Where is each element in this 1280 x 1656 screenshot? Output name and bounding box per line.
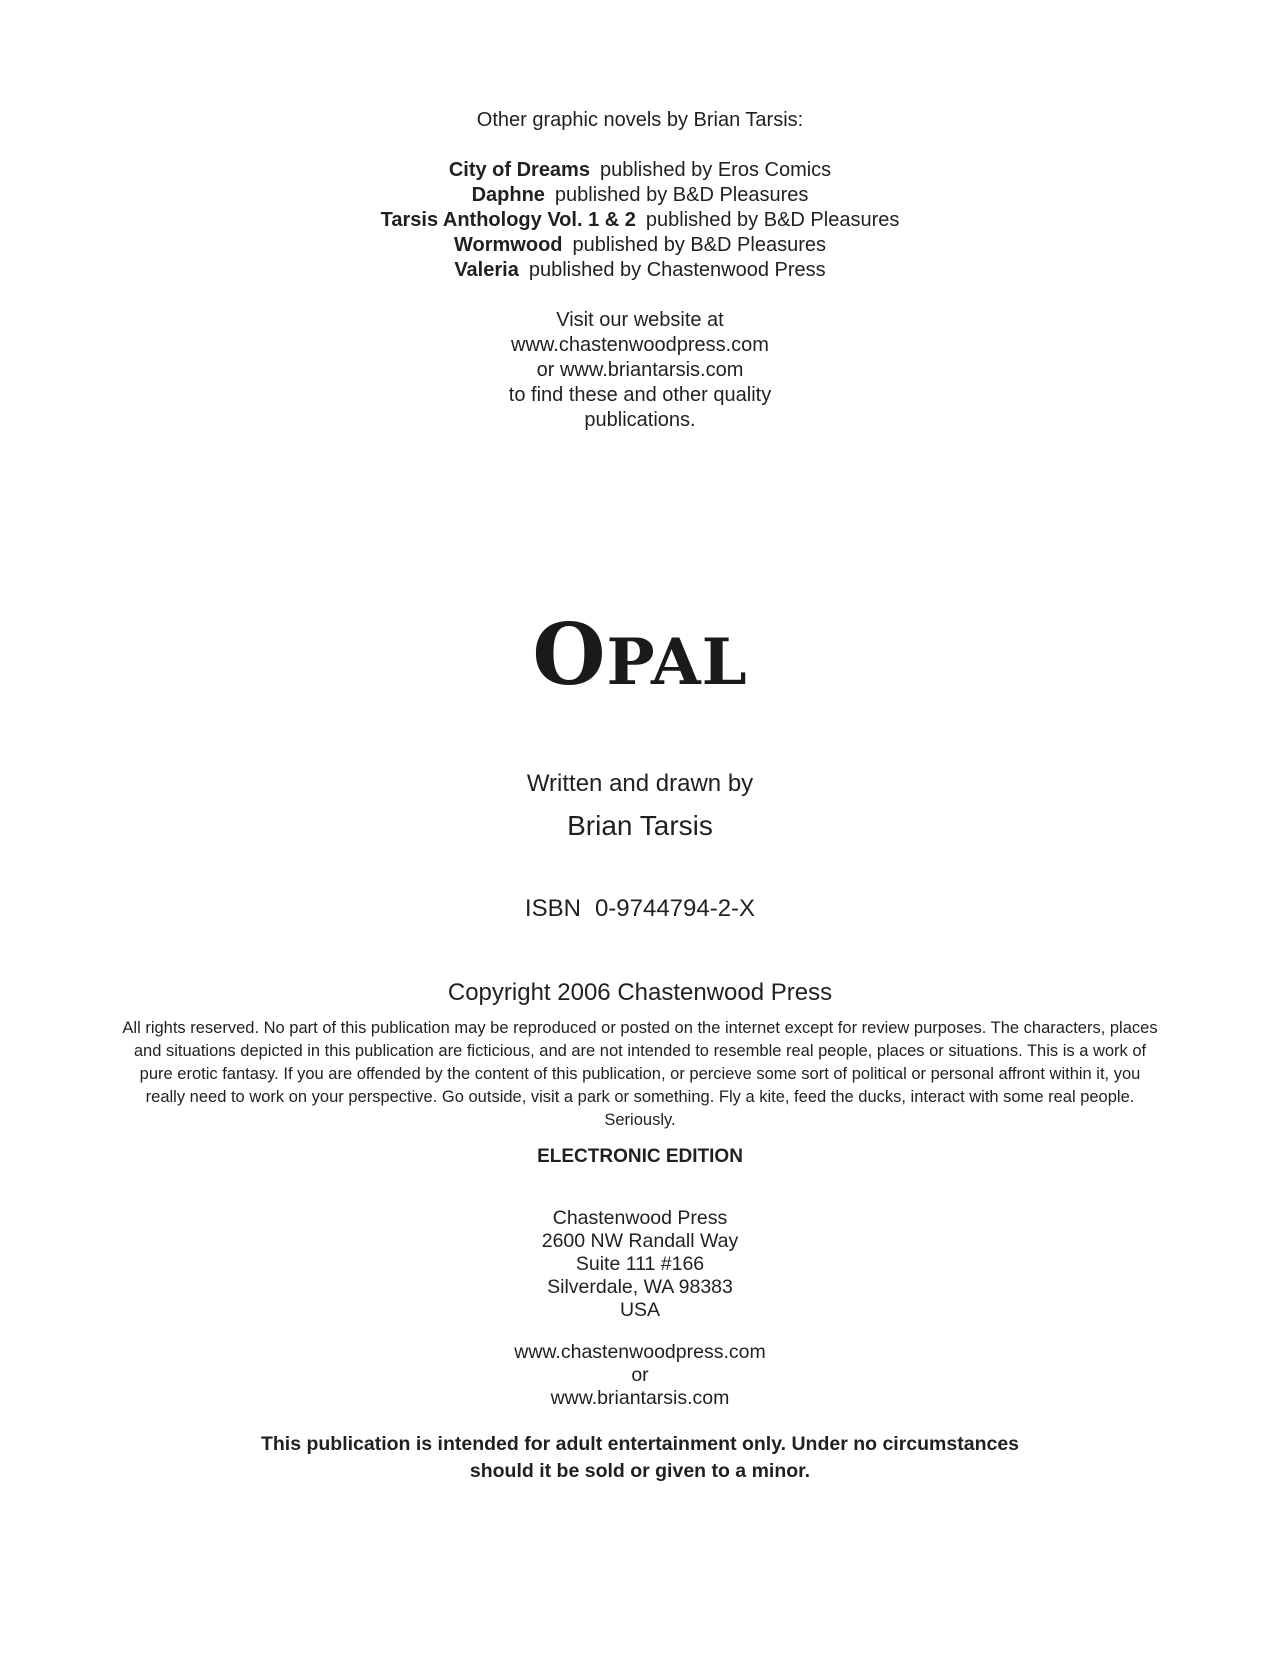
visit-line: Visit our website at	[556, 309, 724, 331]
book-title-logo	[0, 605, 1280, 713]
visit-line: publications.	[584, 409, 696, 431]
novel-publisher: published by B&D Pleasures	[572, 234, 826, 256]
novel-publisher: published by Eros Comics	[599, 159, 832, 181]
novel-title: Valeria	[454, 259, 519, 281]
novel-title: Daphne	[471, 184, 545, 206]
novel-title: City of Dreams	[448, 159, 590, 181]
visit-website-text	[0, 308, 1280, 433]
isbn	[0, 894, 1280, 924]
website-link[interactable]: www.briantarsis.com	[550, 1387, 730, 1409]
edition-label: ELECTRONIC EDITION	[537, 1146, 743, 1167]
novel-publisher: published by Chastenwood Press	[528, 259, 826, 281]
novel-item	[0, 158, 1280, 183]
isbn-number: 0-9744794-2-X	[594, 895, 756, 922]
adult-warning	[0, 1431, 1280, 1485]
website-link[interactable]: www.chastenwoodpress.com	[514, 1341, 766, 1363]
novel-title: Tarsis Anthology Vol. 1 & 2	[380, 209, 636, 231]
visit-url-link-alt[interactable]: or www.briantarsis.com	[536, 359, 744, 381]
copyright-line: Copyright 2006 Chastenwood Press	[447, 979, 833, 1006]
author-name: Brian Tarsis	[567, 810, 713, 841]
novel-item	[0, 208, 1280, 233]
address-line: Chastenwood Press	[552, 1207, 728, 1229]
websites	[0, 1341, 1280, 1410]
novel-item	[0, 183, 1280, 208]
address-line: USA	[619, 1299, 661, 1321]
novel-item	[0, 258, 1280, 283]
address-line: Suite 111 #166	[575, 1253, 705, 1275]
publisher-address	[0, 1207, 1280, 1322]
visit-url-link[interactable]: www.chastenwoodpress.com	[511, 334, 769, 356]
novel-item	[0, 233, 1280, 258]
book-title-initial: O	[532, 605, 607, 704]
warning-line: This publication is intended for adult entertainment only. Under no circumstances	[260, 1433, 1020, 1455]
other-novels-list	[0, 158, 1280, 283]
address-line: Silverdale, WA 98383	[547, 1276, 733, 1298]
isbn-label: ISBN	[524, 895, 581, 922]
novel-publisher: published by B&D Pleasures	[554, 184, 809, 206]
rights-notice: All rights reserved. No part of this publication may be reproduced or posted on the internet except for review purposes. The characters, places and situations depicted in this publication are ficticious, and are not intended to resemble real people, places or situations. This is a work of pure erotic fantasy. If you are offended by the content of this publication, or percieve some sort of political or personal affront within it, you really need to work on your perspective. Go outside, visit a park or something. Fly a kite, feed the ducks, interact with some real people. Seriously.	[122, 1019, 1158, 1129]
warning-line: should it be sold or given to a minor.	[469, 1460, 811, 1482]
visit-line: to find these and other quality	[508, 384, 772, 406]
byline: Written and drawn by	[526, 770, 754, 797]
novel-title: Wormwood	[454, 234, 563, 256]
website-separator: or	[631, 1364, 649, 1386]
address-line: 2600 NW Randall Way	[541, 1230, 739, 1252]
novel-publisher: published by B&D Pleasures	[645, 209, 900, 231]
other-novels-heading: Other graphic novels by Brian Tarsis:	[476, 109, 804, 131]
book-title-rest: PAL	[606, 625, 748, 700]
